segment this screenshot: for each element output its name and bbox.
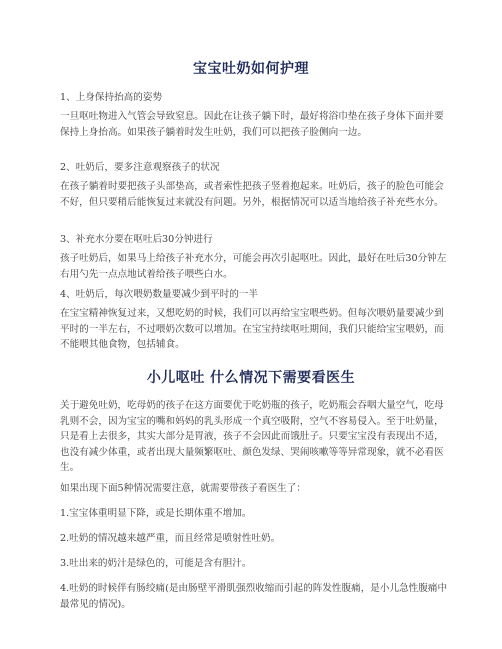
point-3: 3.吐出来的奶汁是绿色的，可能是含有胆汁。 xyxy=(60,558,252,569)
item-heading-2: 2、吐奶后，要多注意观察孩子的状况 xyxy=(60,162,220,173)
item-body-4: 在宝宝精神恢复过来，又想吃奶的时候，我们可以再给宝宝喂些奶。但每次喂奶量要减少到平时的一半左右，不过喂奶次数可以增加。在宝宝持续呕吐期间，我们只能给宝宝喂奶，而不能喂其他食物，包括辅食。 xyxy=(60,308,444,350)
item-body-2: 在孩子躺着时要把孩子头部垫高，或者索性把孩子竖着抱起来。吐奶后，孩子的脸色可能会不好，但只要稍后能恢复过来就没有问题。另外，根据情况可以适当地给孩子补充些水分。 xyxy=(60,181,444,208)
section-intro: 关于避免吐奶，吃母奶的孩子在这方面要优于吃奶瓶的孩子，吃奶瓶会吞咽大量空气，吃母乳则不会，因为宝宝的嘴和妈妈的乳头形成一个真空吸附，空气不容易侵入。至于吐奶量，只是看上去很多，其实大部分是胃液，孩子不会因此而饿肚子。只要宝宝没有表现出不适，也没有减少体重，或者出现大量频繁呕吐、颜色发绿、哭闹咳嗽等等异常现象，就不必看医生。 xyxy=(60,400,444,473)
item-body-1: 一旦呕吐物进入气管会导致窒息。因此在让孩子躺下时，最好将浴巾垫在孩子身体下面并要保持上身抬高。如果孩子躺着时发生吐奶，我们可以把孩子脸侧向一边。 xyxy=(60,111,444,138)
item-heading-1: 1、上身保持抬高的姿势 xyxy=(60,92,163,103)
item-heading-4: 4、吐奶后，每次喂奶数量要减少到平时的一半 xyxy=(60,289,258,300)
point-2: 2.吐奶的情况越来越严重，而且经常是喷射性吐奶。 xyxy=(60,533,281,544)
point-4: 4.吐奶的时候伴有肠绞痛(是由肠壁平滑肌强烈收缩而引起的阵发性腹痛，是小儿急性腹痛中最常见的情况)。 xyxy=(60,583,448,610)
point-1: 1.宝宝体重明显下降，或是长期体重不增加。 xyxy=(60,508,252,519)
section-lead: 如果出现下面5种情况需要注意，就需要带孩子看医生了： xyxy=(60,483,306,494)
section-title: 小儿呕吐 什么情况下需要看医生 xyxy=(146,370,356,386)
page-title: 宝宝吐奶如何护理 xyxy=(193,61,309,77)
item-body-3: 孩子吐奶后，如果马上给孩子补充水分，可能会再次引起呕吐。因此，最好在吐后30分钟左右用勺先一点点地试着给孩子喂些白水。 xyxy=(60,253,447,280)
item-heading-3: 3、补充水分要在呕吐后30分钟进行 xyxy=(60,234,213,245)
